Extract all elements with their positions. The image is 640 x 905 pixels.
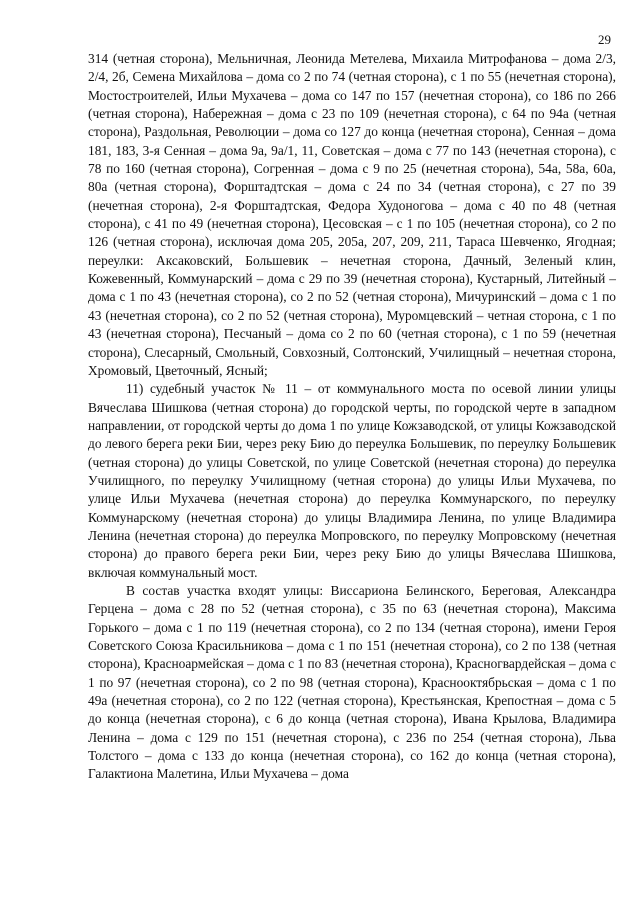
paragraph-streets-continuation: 314 (четная сторона), Мельничная, Леонида Метелева, Михаила Митрофанова – дома 2/3, 2/4, 2б, Семена Михайлова – дома со 2 по 74 (четная сторона), с 1 по 55 (нечетная сторона), Мостостроителей, Ильи Мухачева – дома со 147 по 157 (нечетная сторона), со 186 по 266 (четная сторона), Набережная – дома с 23 по 109 (нечетная сторона), с 64 по 94а (четная сторона), Раздольная, Революции – дома со 127 до конца (нечетная сторона), Сенная – дома 181, 183, 3-я Сенная – дома 9а, 9а/1, 11, Советская – дома с 77 по 143 (нечетная сторона), с 78 по 160 (четная сторона), Согренная – дома с 9 по 25 (нечетная сторона), 54а, 58а, 60а, 80а (четная сторона), Форштадтская – дома с 24 по 34 (четная сторона), с 27 по 39 (нечетная сторона), 2-я Форштадтская, Федора Худоногова – дома с 40 по 48 (четная сторона), с 41 по 49 (нечетная сторона), Цесовская – с 1 по 105 (нечетная сторона), со 2 по 126 (четная сторона), исключая дома 205, 205а, 207, 209, 211, Тараса Шевченко, Ягодная; переулки: Аксаковский, Большевик – нечетная сторона, Дачный, Зеленый клин, Кожевенный, Коммунарский – дома с 29 по 39 (нечетная сторона), Кустарный, Литейный – дома с 1 по 43 (нечетная сторона), со 2 по 52 (четная сторона), Мичуринский – дома с 1 по 43 (нечетная сторона), со 2 по 52 (четная сторона), Муромцевский – четная сторона, с 1 по 43 (нечетная сторона), Песчаный – дома со 2 по 60 (четная сторона), с 1 по 59 (нечетная сторона), Слесарный, Смольный, Совхозный, Солтонский, Училищный – нечетная сторона, Хромовый, Цветочный, Ясный;	[88, 51, 616, 378]
paragraph-court-district-11: 11) судебный участок № 11 – от коммунального моста по осевой линии улицы Вячеслава Шишкова (четная сторона) до городской черты, по городской черте в западном направлении, от городской черты до дома 1 по улице Кожзаводской, от улицы Кожзаводской до левого берега реки Бии, через реку Бию до переулка Большевик, по переулку Большевик (четная сторона) до улицы Советской, по улице Советской (нечетная сторона) до переулка Училищного, по переулку Училищному (четная сторона) до улицы Ильи Мухачева, по улице Ильи Мухачева (нечетная сторона) до переулка Коммунарского, по переулку Коммунарскому (нечетная сторона) до улицы Владимира Ленина, по улице Владимира Ленина (нечетная сторона) до переулка Мопровского, по переулку Мопровскому (нечетная сторона) до правого берега реки Бии, через реку Бию до улицы Вячеслава Шишкова, включая коммунальный мост.	[88, 381, 616, 580]
document-body	[88, 50, 616, 784]
paragraph-district-streets: В состав участка входят улицы: Виссариона Белинского, Береговая, Александра Герцена – дома с 28 по 52 (четная сторона), с 35 по 63 (нечетная сторона), Максима Горького – дома с 1 по 119 (нечетная сторона), со 2 по 134 (четная сторона), имени Героя Советского Союза Красильникова – дома с 1 по 151 (нечетная сторона), со 2 по 138 (четная сторона), Красноармейская – дома с 1 по 83 (нечетная сторона), Красногвардейская – дома с 1 по 97 (нечетная сторона), со 2 по 98 (четная сторона), Краснооктябрьская – дома с 1 по 49а (нечетная сторона), со 2 по 122 (четная сторона), Крестьянская, Крепостная – дома с 5 до конца (нечетная сторона), с 6 до конца (четная сторона), Ивана Крылова, Владимира Ленина – дома с 129 по 151 (нечетная сторона), с 236 по 254 (четная сторона), Льва Толстого – дома с 133 до конца (нечетная сторона), со 162 до конца (четная сторона), Галактиона Малетина, Ильи Мухачева – дома	[88, 582, 616, 782]
page-number: 29	[598, 32, 611, 47]
